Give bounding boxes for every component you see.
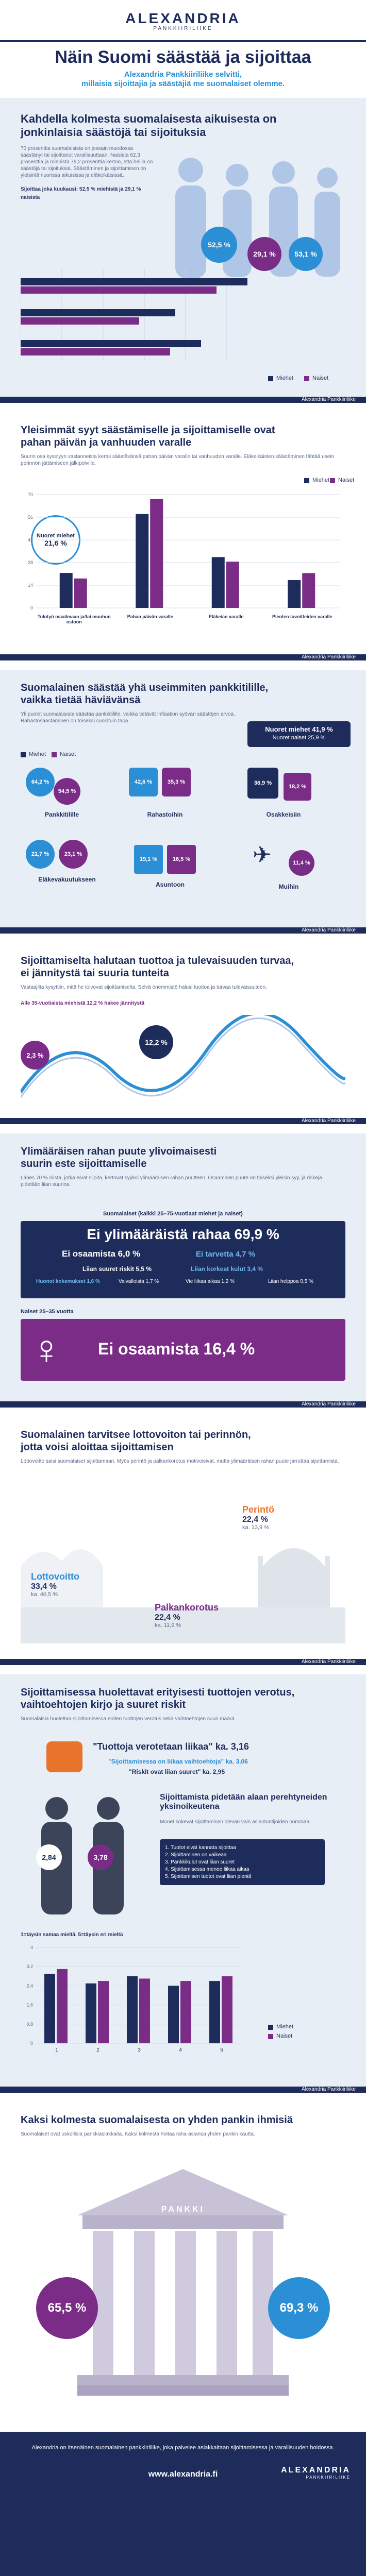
y-tick-label: 28 xyxy=(27,560,33,565)
bar-naiset-1 xyxy=(150,499,163,608)
section6-footer-brand: Alexandria Pankkiiriliike xyxy=(301,1659,356,1665)
section2-title-2: pahan päivän ja vanhuuden varalle xyxy=(21,437,192,448)
saving-item-pension-women: 23,1 % xyxy=(59,840,88,869)
saving-item-pension xyxy=(21,840,113,902)
concerns-list-item-3: 3. Pankkikulut ovat liian suuret xyxy=(165,1859,235,1865)
lottery-sub: ka. 40,5 % xyxy=(31,1591,58,1598)
concerns-list xyxy=(160,1839,325,1885)
bar-naiset-3 xyxy=(302,573,315,608)
obstacle-bar-1: Ei ylimääräistä rahaa 69,9 % xyxy=(87,1226,279,1242)
saving-item-other-men: 11,4 % xyxy=(289,850,314,876)
savings-bar-chart xyxy=(21,268,268,371)
section3-title-1: Suomalainen säästää yhä useimmiten pankkitilille, xyxy=(21,682,269,693)
footer-logo-name: ALEXANDRIA xyxy=(281,2466,351,2475)
obstacle-bar-4c: Vie liikaa aikaa 1,2 % xyxy=(186,1279,235,1284)
reasons-category-label: Tulotyö maailmaan ja/tai muuhun ostoon xyxy=(37,614,111,624)
concerns-chart-caption: 1=täysin samaa mieltä, 5=täysin eri mieltä xyxy=(21,1932,123,1938)
x-tick-label: 5 xyxy=(220,2047,223,2053)
section-lottery xyxy=(0,1417,366,1659)
reasons-category-label: Pienten tavoitteiden varalle xyxy=(272,614,332,619)
brand-tagline: PANKKIIRILIIKE xyxy=(153,26,213,31)
section-concerns xyxy=(0,1674,366,2087)
inheritance-item xyxy=(242,1504,314,1531)
bar-row-1-men xyxy=(21,278,247,285)
section-obstacles xyxy=(0,1133,366,1401)
bar-miehet-3 xyxy=(288,580,301,608)
x-tick-label: 3 xyxy=(138,2047,141,2053)
salary-item xyxy=(155,1602,237,1629)
legend7-women-swatch xyxy=(268,2034,273,2039)
bar-miehet-1 xyxy=(86,1984,96,2043)
inheritance-label: Perintö xyxy=(242,1504,275,1515)
legend3-women: Naiset xyxy=(60,751,76,757)
section4-footer-brand: Alexandria Pankkiiriliike xyxy=(301,1118,356,1124)
section2-footer-brand: Alexandria Pankkiiriliike xyxy=(301,654,356,660)
saving-item-bank-label: Pankkitilille xyxy=(44,811,79,818)
section1-footer-brand: Alexandria Pankkiiriliike xyxy=(301,397,356,402)
y-tick-label: 0.8 xyxy=(26,2021,33,2027)
concerns-list-item-2: 2. Sijoittaminen on vaikeaa xyxy=(165,1852,227,1858)
bar-miehet-2 xyxy=(212,557,225,608)
one-bank-right-value: 69,3 % xyxy=(279,2301,319,2315)
saving-item-other xyxy=(242,840,335,902)
footer-text: Alexandria on itsenäinen suomalainen pankkiiriliike, joka palvelee asiakkaitaan sijoittamisessa ja varallisuuden hoidossa. xyxy=(31,2445,335,2451)
bar-naiset-2 xyxy=(226,562,239,608)
obstacles-label-bottom: Naiset 25–35 vuotta xyxy=(21,1309,74,1315)
callout-young-men-label: Nuoret miehet 41,9 % xyxy=(265,725,333,733)
saving-item-stocks-label: Osakkeisiin xyxy=(266,811,301,818)
reasons-category-label: Eläkeiän varalle xyxy=(208,614,244,619)
section7-footer-band xyxy=(0,2087,366,2093)
legend2-men: Miehet xyxy=(312,477,330,483)
section3-footer-band xyxy=(0,927,366,934)
tax-icon xyxy=(46,1741,82,1772)
bar-miehet-1 xyxy=(136,514,148,608)
saving-item-housing-women: 16,5 % xyxy=(167,845,196,874)
legend-men: Miehet xyxy=(276,375,294,381)
saving-item-stocks xyxy=(237,768,330,829)
rollercoaster-illustration xyxy=(21,1015,345,1103)
section1-title-1: Kahdella kolmesta suomalaisesta aikuisesta on xyxy=(21,112,277,125)
concern-stat-2-value: 3,78 xyxy=(93,1853,108,1861)
callout-young-men xyxy=(247,721,351,747)
page-subtitle-2: millaisia sijoittajia ja säästäjiä me suomalaiset olemme. xyxy=(81,79,285,88)
concerns-bar-chart xyxy=(21,1942,247,2056)
saving-item-funds-men: 42,6 % xyxy=(129,768,158,796)
obstacle-bar-4b: Vaivalloista 1,7 % xyxy=(119,1279,159,1284)
section6-body: Lottovoitto saisi suomalaiset sijoittamaan. Myös perintö ja palkankorotus motivoisivat, mutta ylimääräisen rahan puute jarruttaa sijoittamista. xyxy=(21,1459,339,1464)
y-tick-label: 56 xyxy=(27,515,33,520)
saving-item-housing-label: Asuntoon xyxy=(156,881,185,888)
bar-naiset-1 xyxy=(98,1981,109,2043)
section4-highlight: Alle 35-vuotiaista miehistä 12,2 % hakee jännitystä xyxy=(21,1001,145,1006)
bar-naiset-0 xyxy=(57,1969,68,2043)
one-bank-right-chip xyxy=(268,2277,330,2339)
y-tick-label: 0 xyxy=(30,605,33,611)
quote-2: "Sijoittamisessa on liikaa vaihtoehtoja" ka. 3,06 xyxy=(108,1758,248,1765)
saving-item-bank xyxy=(21,768,103,829)
obstacle-bar-2b: Ei tarvetta 4,7 % xyxy=(196,1250,256,1259)
obstacle-women-bar: Ei osaamista 16,4 % xyxy=(98,1340,255,1358)
y-tick-label: 3.2 xyxy=(26,1964,33,1970)
bar-naiset-4 xyxy=(222,1976,232,2043)
y-tick-label: 0 xyxy=(30,2041,33,2046)
stat-chip-3-value: 53,1 % xyxy=(294,250,317,258)
section4-body: Vastaajilta kysyttiin, mitä he toivovat sijoittamiselta. Selvä enemmistö halusi tuottoa ja turvaa tulevaisuuteen. xyxy=(21,985,267,990)
section3-body: Yli puolet suomalaisista säästää pankkitilille, vaikka tietävät inflaation syövän säästöjen arvoa. Rahastosäästäminen on toiseksi suosituin tapa. xyxy=(21,711,235,724)
x-tick-label: 1 xyxy=(55,2047,58,2053)
page-footer xyxy=(0,2432,366,2576)
section4-title-2: ei jännitystä tai suuria tunteita xyxy=(21,968,169,979)
quote-1: "Tuottoja verotetaan liikaa" ka. 3,16 xyxy=(93,1741,249,1752)
expert-body: Monet kokevat sijoittamisen olevan vain asiantuntijoiden hommaa. xyxy=(160,1819,311,1825)
brand-logo xyxy=(0,10,366,31)
stat-chip-3 xyxy=(289,237,323,271)
returns-right-value: 12,2 % xyxy=(145,1038,168,1046)
female-symbol-icon: ♀ xyxy=(31,1327,62,1372)
section5-body: Lähes 70 % niistä, jotka eivät sijoita, kertovat syyksi ylimääräisen rahan puutteen. Osaamisen puute on toiseksi yleisin syy, ja riskejä pidetään liian suurina. xyxy=(21,1175,322,1188)
inheritance-value: 22,4 % xyxy=(242,1515,268,1524)
saving-item-bank-women: 54,5 % xyxy=(54,778,80,805)
returns-left-chip xyxy=(21,1041,49,1070)
footer-logo xyxy=(281,2466,351,2480)
section-reasons xyxy=(0,412,366,654)
lottery-value: 33,4 % xyxy=(31,1582,57,1591)
saving-item-stocks-women: 18,2 % xyxy=(284,773,311,801)
saving-item-bank-men: 64,2 % xyxy=(26,768,55,796)
y-tick-label: 70 xyxy=(27,492,33,497)
reasons-category-labels xyxy=(21,614,345,635)
bar-row-2-women xyxy=(21,317,139,325)
section6-title-2: jotta voisi aloittaa sijoittamisen xyxy=(21,1442,174,1453)
reasons-category-label: Pahan päivän varalle xyxy=(127,614,173,619)
section4-footer-band xyxy=(0,1118,366,1124)
bank-label: PANKKI xyxy=(161,2205,205,2214)
salary-value: 22,4 % xyxy=(155,1613,180,1622)
section-one-bank xyxy=(0,2102,366,2432)
quote-3: "Riskit ovat liian suuret" ka. 2,95 xyxy=(129,1768,225,1775)
section1-highlight: Sijoittaa joka kuukausi: 52,5 % miehistä ja 29,1 % naisista xyxy=(21,187,141,200)
y-tick-label: 42 xyxy=(27,537,33,543)
page-subtitle-1: Alexandria Pankkiiriliike selvitti, xyxy=(124,70,242,79)
stat-chip-1 xyxy=(201,227,237,263)
legend2-men-swatch xyxy=(304,478,309,483)
reason-highlight-value: 21,6 % xyxy=(44,539,67,547)
salary-label: Palkankorotus xyxy=(155,1602,219,1613)
saving-item-pension-men: 21,7 % xyxy=(26,840,55,869)
obstacle-bar-2: Ei osaamista 6,0 % xyxy=(62,1249,141,1259)
saving-item-funds-women: 35,3 % xyxy=(162,768,191,796)
section8-title: Kaksi kolmesta suomalaisesta on yhden pankin ihmisiä xyxy=(21,2114,293,2126)
concern-stat-1-value: 2,84 xyxy=(42,1853,56,1861)
legend3-women-swatch xyxy=(52,752,57,757)
legend7-men: Miehet xyxy=(276,2024,294,2030)
lottery-item xyxy=(31,1571,103,1598)
section7-footer-brand: Alexandria Pankkiiriliike xyxy=(301,2087,356,2092)
y-tick-label: 2.4 xyxy=(26,1983,33,1989)
y-tick-label: 1.6 xyxy=(26,2002,33,2008)
section5-title-1: Ylimääräisen rahan puute ylivoimaisesti xyxy=(21,1146,217,1157)
saving-item-housing xyxy=(129,840,211,902)
section1-footer-band xyxy=(0,397,366,403)
legend7-men-swatch xyxy=(268,2025,273,2030)
brand-name: ALEXANDRIA xyxy=(125,10,241,26)
concerns-list-item-5: 5. Sijoittamisen tuotot ovat liian pieniä xyxy=(165,1874,252,1879)
section6-title-1: Suomalainen tarvitsee lottovoiton tai perinnön, xyxy=(21,1429,251,1440)
section7-title-2: vaihtoehtojen kirjo ja suuret riskit xyxy=(21,1699,186,1710)
section5-title-2: suurin este sijoittamiselle xyxy=(21,1158,147,1170)
legend3-men-swatch xyxy=(21,752,26,757)
saving-item-pension-label: Eläkevakuutukseen xyxy=(38,876,96,883)
page-title: Näin Suomi säästää ja sijoittaa xyxy=(55,47,311,67)
lottery-label: Lottovoitto xyxy=(31,1571,79,1582)
section5-footer-brand: Alexandria Pankkiiriliike xyxy=(301,1401,356,1407)
section1-title-2: jonkinlaisia säästöjä tai sijoituksia xyxy=(21,126,206,139)
section2-body: Suurin osa kyselyyn vastanneista kertoi säästävänsä pahan päivän varalle tai vanhuuden varalle. Eläkeikäisten säästäminen tähtää usein perinnön jättämiseen jälkipolville. xyxy=(21,454,335,466)
concern-stat-1 xyxy=(36,1844,62,1870)
saving-item-other-label: Muihin xyxy=(278,883,299,890)
reason-highlight-label: Nuoret miehet xyxy=(37,533,75,539)
section8-body: Suomalaiset ovat uskollisia pankkiasiakkaita. Kaksi kolmesta hoitaa raha-asiansa yhden pankin kautta. xyxy=(21,2131,255,2137)
footer-url[interactable]: www.alexandria.fi xyxy=(148,2470,218,2479)
bar-miehet-3 xyxy=(168,1986,179,2043)
concern-stat-2 xyxy=(88,1844,113,1870)
bar-miehet-4 xyxy=(209,1981,220,2043)
section3-title-2: vaikka tietää häviävänsä xyxy=(21,694,141,706)
legend-men-swatch xyxy=(268,376,273,381)
section3-footer-brand: Alexandria Pankkiiriliike xyxy=(301,927,356,933)
legend-women: Naiset xyxy=(312,375,329,381)
section2-title-1: Yleisimmät syyt säästämiselle ja sijoittamiselle ovat xyxy=(21,425,275,436)
expert-subtitle: Sijoittamista pidetään alaan perehtyneiden yksinoikeutena xyxy=(160,1793,327,1811)
saving-item-housing-men: 19,1 % xyxy=(134,845,163,874)
obstacle-bar-3b: Liian korkeat kulut 3,4 % xyxy=(191,1265,263,1273)
legend-women-swatch xyxy=(304,376,309,381)
bar-miehet-2 xyxy=(127,1976,138,2043)
returns-left-value: 2,3 % xyxy=(26,1051,44,1059)
obstacle-bar-3: Liian suuret riskit 5,5 % xyxy=(82,1265,152,1273)
saving-item-funds xyxy=(124,768,206,829)
salary-sub: ka. 11,9 % xyxy=(155,1622,181,1629)
section-savings-share xyxy=(0,98,366,397)
section-bank-account xyxy=(0,670,366,927)
obstacles-label-top: Suomalaiset (kaikki 25–75-vuotiaat miehet ja naiset) xyxy=(103,1211,243,1217)
saving-item-funds-label: Rahastoihin xyxy=(147,811,183,818)
bar-row-2-men xyxy=(21,309,175,316)
bar-miehet-0 xyxy=(60,573,73,608)
section7-title-1: Sijoittamisessa huolettavat erityisesti tuottojen verotus, xyxy=(21,1687,295,1698)
concerns-list-item-4: 4. Sijoittamisessa menee liikaa aikaa xyxy=(165,1867,249,1872)
section4-title-1: Sijoittamiselta halutaan tuottoa ja tulevaisuuden turvaa, xyxy=(21,955,294,967)
legend7-women: Naiset xyxy=(276,2033,293,2039)
section5-footer-band xyxy=(0,1401,366,1408)
obstacle-bar-4d: Liian helppoa 0,5 % xyxy=(268,1279,313,1284)
header xyxy=(0,0,366,88)
returns-right-chip xyxy=(139,1025,173,1059)
top-divider xyxy=(0,40,366,42)
section1-body: 70 prosenttia suomalaisista on jossain muodossa säästänyt tai sijoittanut varallisuuttaan. Naisista 62,3 prosenttia ja miehistä 79,2 prosenttia kertoo, että heillä on säästöjä tai sijoituksia. Säästäminen ja sijoittaminen on yleisintä nuorissa aikuisissa ja eläkeikäisissä. xyxy=(21,146,153,178)
x-tick-label: 2 xyxy=(96,2047,99,2053)
bar-miehet-0 xyxy=(44,1974,55,2043)
reasons-bar-chart xyxy=(21,489,345,613)
x-tick-label: 4 xyxy=(179,2047,182,2053)
one-bank-left-chip xyxy=(36,2277,98,2339)
obstacle-bar-4a: Huonot kokemukset 1,6 % xyxy=(36,1279,100,1284)
section2-footer-band xyxy=(0,654,366,660)
stat-chip-2-value: 29,1 % xyxy=(253,250,276,258)
plane-icon: ✈ xyxy=(253,842,272,868)
bank-building-illustration xyxy=(77,2169,289,2396)
section7-body: Suomalaisia huolettaa sijoittamisessa eniten tuottojen verotus sekä vaihtoehtojen suuri määrä. xyxy=(21,1716,236,1722)
bar-naiset-3 xyxy=(180,1981,191,2043)
legend2-women: Naiset xyxy=(338,477,355,483)
legend2-women-swatch xyxy=(330,478,335,483)
bar-row-3-men xyxy=(21,340,201,347)
section-returns xyxy=(0,943,366,1118)
one-bank-left-value: 65,5 % xyxy=(47,2301,87,2315)
bar-naiset-2 xyxy=(139,1978,150,2043)
bar-row-3-women xyxy=(21,348,170,355)
legend3-men: Miehet xyxy=(29,751,46,757)
inheritance-sub: ka. 13,9 % xyxy=(242,1524,269,1531)
saving-item-stocks-men: 36,9 % xyxy=(247,768,278,799)
section6-footer-band xyxy=(0,1659,366,1665)
y-tick-label: 14 xyxy=(27,583,33,588)
concerns-list-item-1: 1. Tuotot eivät kannata sijoittaa xyxy=(165,1845,236,1851)
bar-naiset-0 xyxy=(74,579,87,608)
bar-row-1-women xyxy=(21,286,217,294)
y-tick-label: 4 xyxy=(30,1945,33,1950)
callout-young-women-label: Nuoret naiset 25,9 % xyxy=(272,735,326,741)
stat-chip-2 xyxy=(247,237,281,271)
stat-chip-1-value: 52,5 % xyxy=(208,241,230,249)
footer-logo-tagline: PANKKIIRILIIKE xyxy=(306,2475,351,2480)
